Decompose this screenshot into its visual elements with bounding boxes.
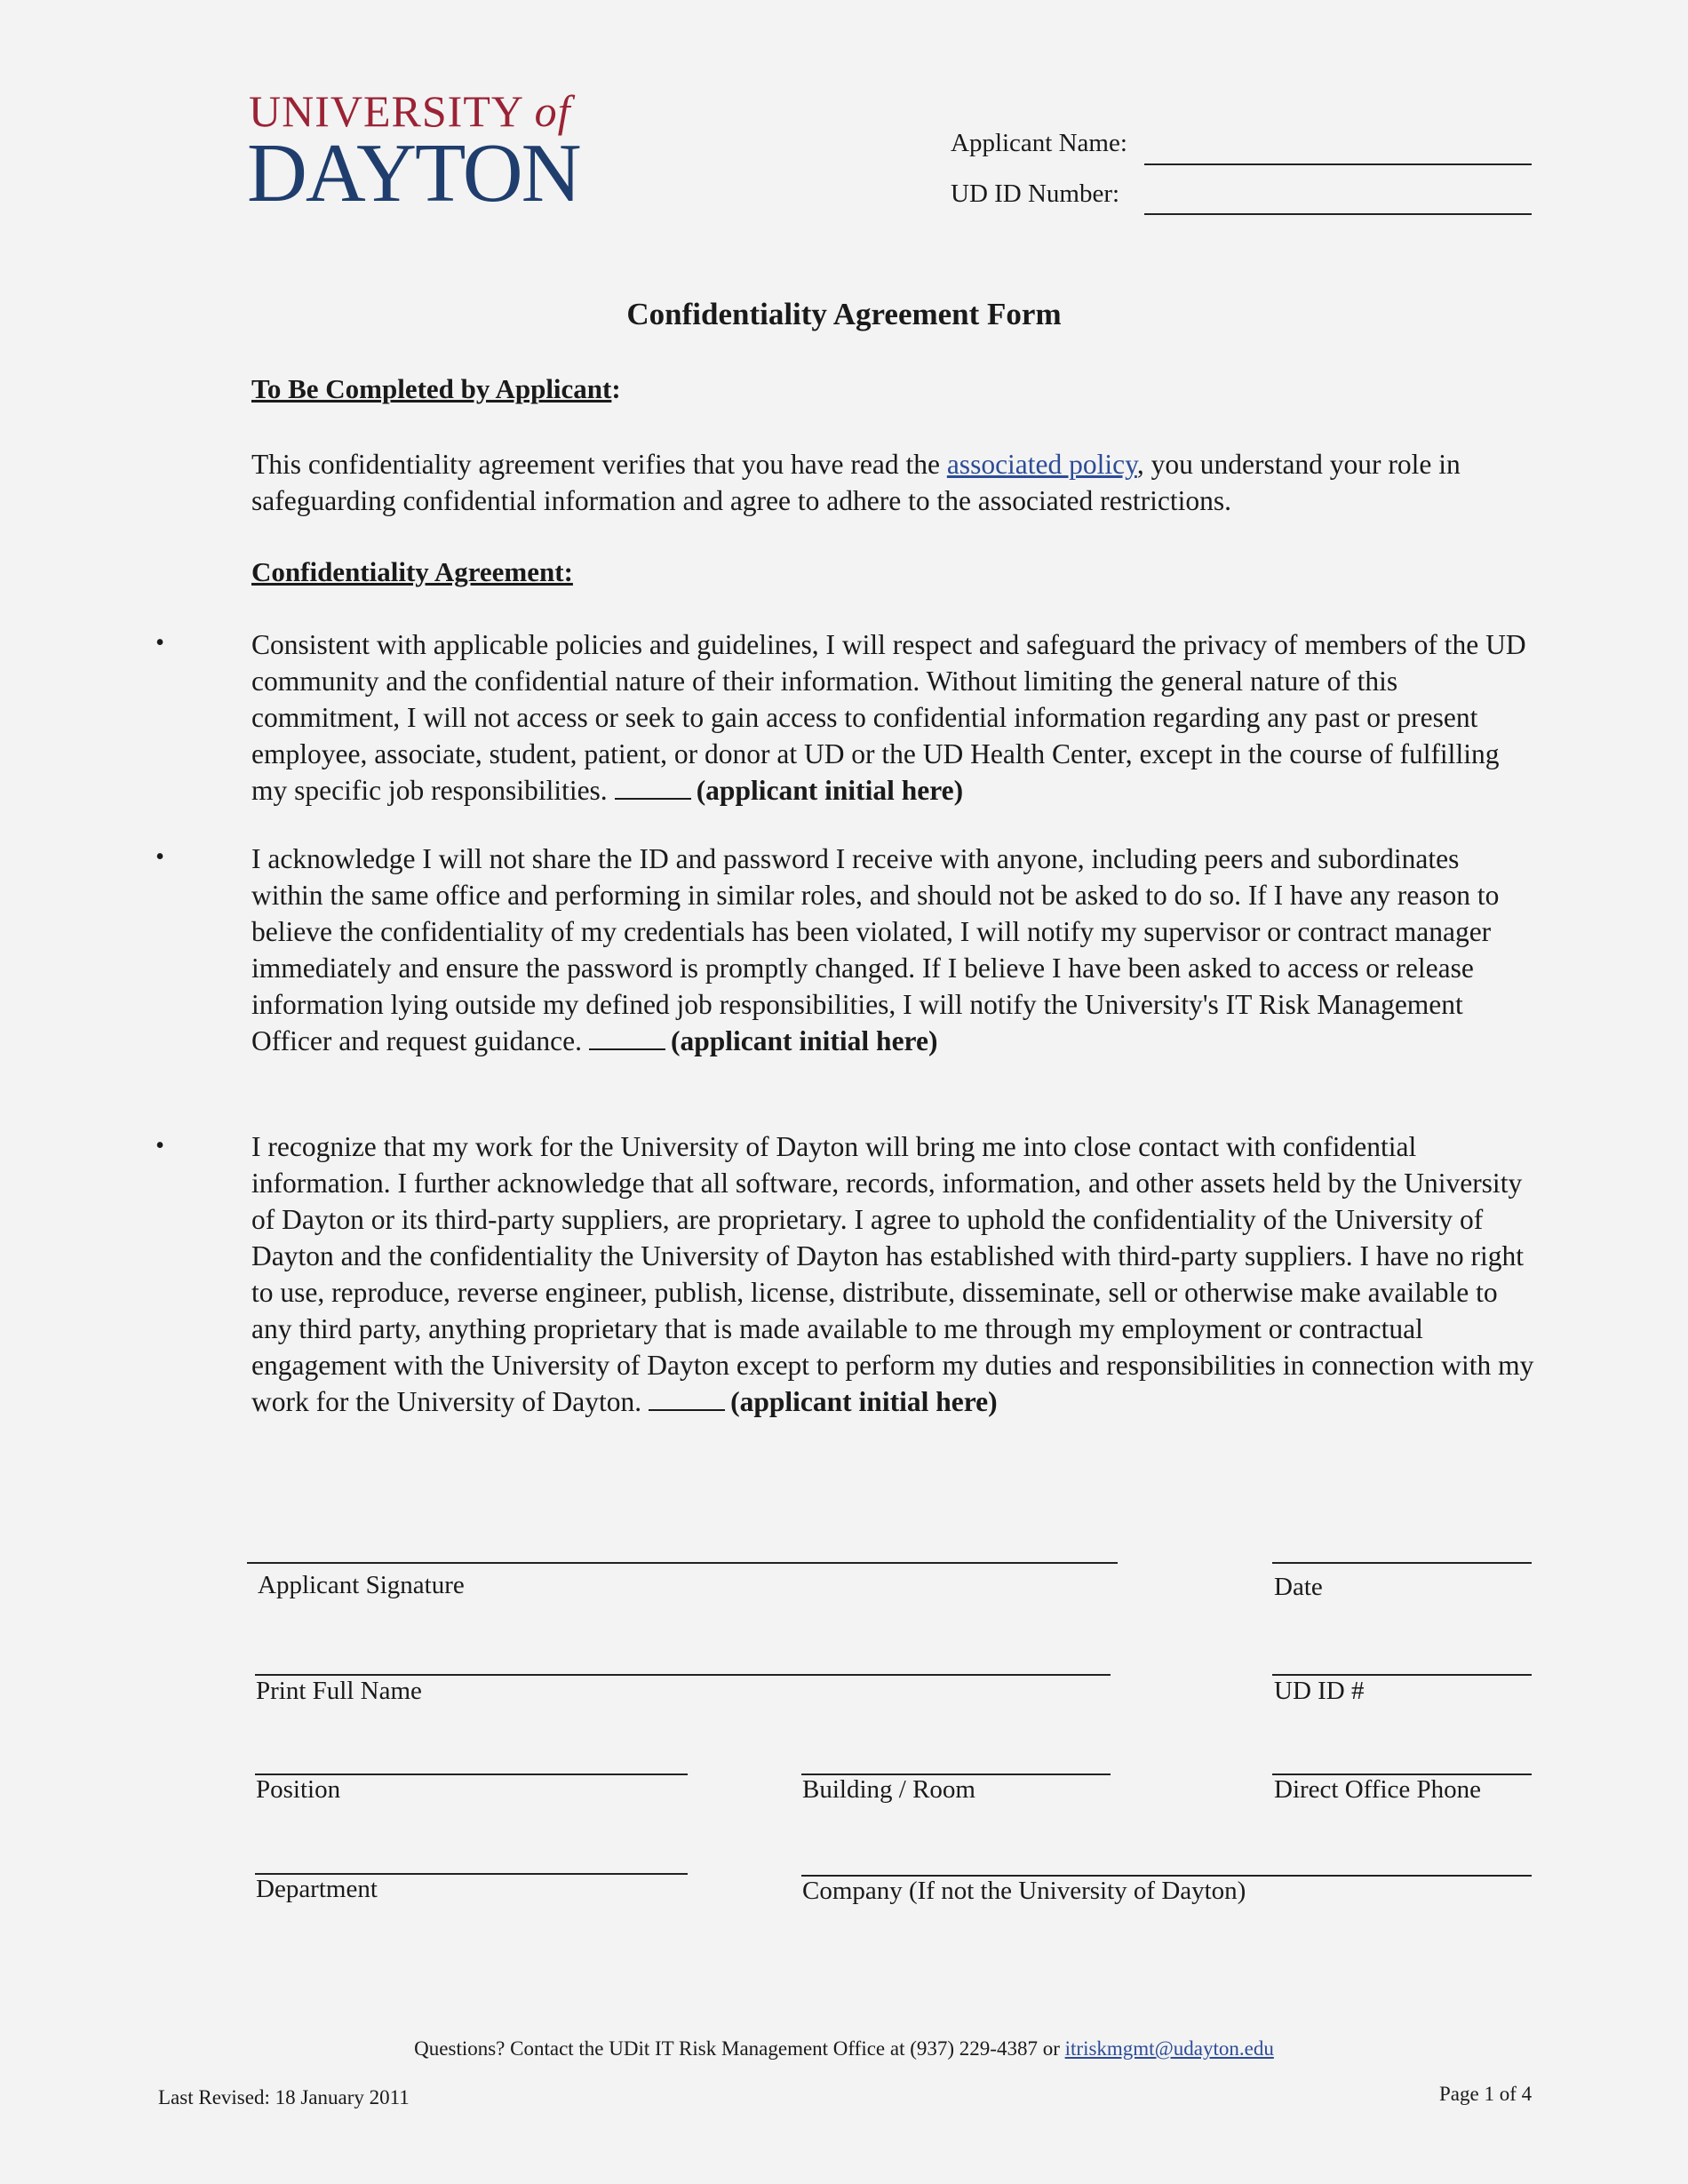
agreement-item-3 xyxy=(251,1128,1535,1420)
last-revised: Last Revised: 18 January 2011 xyxy=(158,2086,410,2108)
section-heading-agreement xyxy=(251,556,573,588)
initial-label-2: (applicant initial here) xyxy=(671,1025,938,1056)
ud-id-field[interactable] xyxy=(1272,1674,1532,1676)
form-title: Confidentiality Agreement Form xyxy=(626,297,1062,331)
company-label: Company (If not the University of Dayton) xyxy=(802,1877,1246,1905)
logo-university-text: UNIVERSITY xyxy=(249,86,523,136)
agreement-item-1 xyxy=(251,626,1535,809)
logo-of-text: of xyxy=(534,86,571,136)
applicant-name-field[interactable] xyxy=(1144,163,1532,165)
footer-questions-text: Questions? Contact the UDit IT Risk Management Office at (937) 229-4387 or xyxy=(414,2037,1065,2060)
ud-id-number-field[interactable] xyxy=(1144,213,1532,215)
section-heading-colon: : xyxy=(611,373,621,404)
intro-text-before: This confidentiality agreement verifies that you have read the xyxy=(251,449,947,480)
print-full-name-label: Print Full Name xyxy=(256,1677,422,1705)
bullet-icon: • xyxy=(155,843,164,871)
agreement-item-2-text: I acknowledge I will not share the ID and password I receive with anyone, including peers and subordinates within the same office and performing in similar roles, and should not be asked to do so. If I have any reason to believe the confidentiality of my credentials has been violated, I will notify my supervisor or contract manager immediately and ensure the password is promptly changed. If I believe I have been asked to access or release information lying outside my defined job responsibilities, I will notify the University's IT Risk Management Officer and request guidance. xyxy=(251,843,1500,1056)
section-heading-applicant-text: To Be Completed by Applicant xyxy=(251,373,612,404)
section-heading-applicant xyxy=(251,373,621,405)
page-number: Page 1 of 4 xyxy=(1439,2083,1533,2105)
logo-dayton-text: DAYTON xyxy=(247,127,580,219)
applicant-signature-field[interactable] xyxy=(247,1562,1118,1564)
building-room-label: Building / Room xyxy=(802,1775,975,1804)
date-field[interactable] xyxy=(1272,1562,1532,1564)
agreement-item-1-text: Consistent with applicable policies and guidelines, I will respect and safeguard the privacy of members of the UD community and the confidential nature of their information. Without limiting the general nature of this commitment, I will not access or seek to gain access to confidential information regarding any past or present employee, associate, student, patient, or donor at UD or the UD Health Center, except in the course of fulfilling my specific job responsibilities. xyxy=(251,629,1526,806)
initial-label-3: (applicant initial here) xyxy=(730,1386,998,1417)
agreement-item-3-text: I recognize that my work for the University of Dayton will bring me into close contact with confidential information. I further acknowledge that all software, records, information, and other assets held by the University of Dayton or its third-party suppliers, are proprietary. I agree to uphold the confidentiality of the University of Dayton and the confidentiality the University of Dayton has established with third-party suppliers. I have no right to use, reproduce, reverse engineer, publish, license, distribute, disseminate, sell or otherwise make available to any third party, anything proprietary that is made available to me through my employment or contractual engagement with the University of Dayton except to perform my duties and responsibilities in connection with my work for the University of Dayton. xyxy=(251,1131,1534,1417)
agreement-item-2 xyxy=(251,841,1535,1059)
applicant-signature-label: Applicant Signature xyxy=(258,1571,465,1599)
initial-field-3[interactable] xyxy=(649,1390,725,1411)
bullet-icon: • xyxy=(155,629,164,657)
contact-email-link[interactable]: itriskmgmt@udayton.edu xyxy=(1064,2037,1274,2060)
intro-paragraph xyxy=(251,446,1549,519)
footer-questions xyxy=(0,2037,1688,2060)
associated-policy-link[interactable]: associated policy xyxy=(946,449,1137,480)
bullet-icon: • xyxy=(155,1132,164,1160)
print-full-name-field[interactable] xyxy=(255,1674,1111,1676)
department-label: Department xyxy=(256,1875,378,1903)
initial-field-2[interactable] xyxy=(589,1029,665,1050)
date-label: Date xyxy=(1274,1573,1323,1601)
ud-id-number-label: UD ID Number: xyxy=(951,179,1120,208)
ud-id-label: UD ID # xyxy=(1274,1677,1365,1705)
section-heading-agreement-text: Confidentiality Agreement: xyxy=(251,556,573,587)
direct-office-phone-label: Direct Office Phone xyxy=(1274,1775,1481,1804)
initial-label-1: (applicant initial here) xyxy=(696,775,964,806)
intro-text-after: , you understand your role in safeguarding confidential information and agree to adhere to the associated restrictions. xyxy=(251,449,1461,516)
initial-field-1[interactable] xyxy=(615,778,691,800)
position-label: Position xyxy=(256,1775,341,1804)
applicant-name-label: Applicant Name: xyxy=(951,129,1127,157)
